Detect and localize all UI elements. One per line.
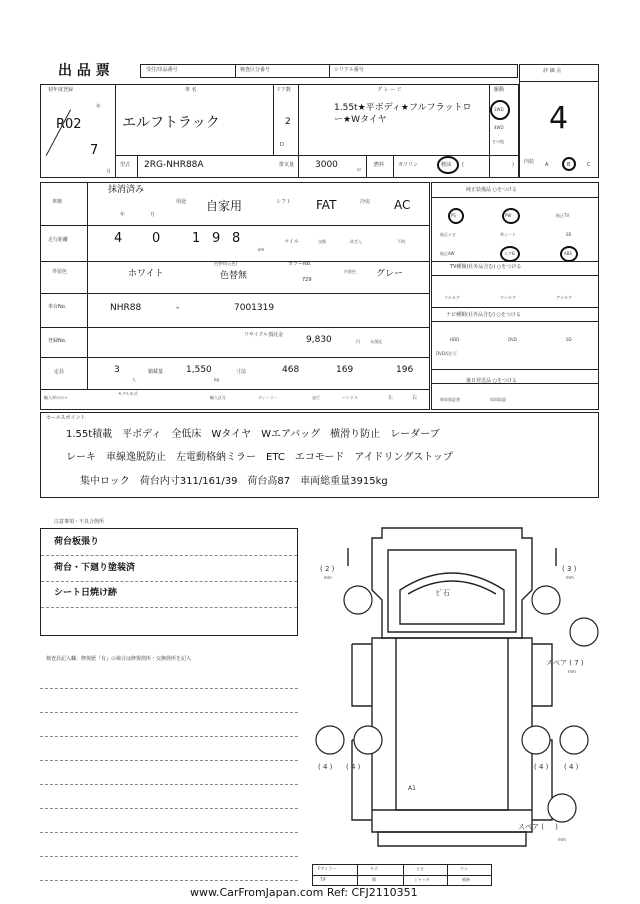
- grade-score-value: 4: [549, 101, 569, 136]
- docs-item: 車両取説: [490, 397, 506, 402]
- note-line: 荷台板張り: [54, 537, 100, 547]
- dims-label: 寸法: [236, 369, 247, 375]
- mileage-digit: 1: [192, 231, 201, 246]
- mileage-digits: [108, 228, 268, 250]
- tire-rear: ( 4 ): [346, 763, 361, 771]
- equip-item: 純正ナビ: [440, 232, 456, 237]
- mileage-digit: 8: [232, 231, 241, 246]
- sales-points-label: セールスポイント: [46, 415, 86, 421]
- tire-rear: ( 4 ): [318, 763, 333, 771]
- load-label: 積載量: [148, 369, 164, 375]
- dvd-label: DVD再生可: [436, 351, 457, 356]
- length-value: 468: [282, 365, 300, 375]
- tv-item: アナログ: [556, 295, 572, 300]
- interior-label: 内装: [524, 159, 535, 165]
- navi-item: SD: [566, 337, 572, 342]
- capacity-label: 定員: [54, 369, 65, 375]
- first-reg-label: 初年度登録: [48, 87, 74, 93]
- import-type-label: 輸入区分: [210, 395, 226, 400]
- meter-opt-3: 不明: [397, 239, 405, 244]
- ac-value: AC: [394, 198, 411, 212]
- navi-item: DVD: [508, 337, 517, 342]
- drive-label: 駆動: [494, 87, 505, 93]
- mileage-digit: 9: [212, 231, 221, 246]
- displacement-label: 排気量: [279, 162, 295, 168]
- tire-rear: ( 4 ): [534, 763, 549, 771]
- recycle-status: 未預託: [370, 339, 382, 344]
- equip-item: ABS: [564, 251, 572, 256]
- sales-point-line: 集中ロック 荷台内寸311/161/39 荷台高87 車両総重量3915kg: [80, 476, 388, 487]
- tire-front-right: ( 3 ): [562, 565, 577, 573]
- chassis-dash: -: [176, 303, 180, 313]
- navi-label: ナビ種類(社外品含む) ○をつける: [446, 312, 521, 318]
- reg-month-unit: 月: [106, 169, 112, 175]
- handle-value: 左: [388, 395, 394, 401]
- import-parallel: 並行: [312, 395, 320, 400]
- mm-unit: mm: [324, 575, 332, 580]
- shift-label: シフト: [276, 199, 292, 205]
- legend-value: ジャッキ: [414, 877, 430, 882]
- a1-mark: A1: [408, 785, 416, 792]
- int-color-label: 内装色: [344, 269, 356, 274]
- mileage-label: 走行距離: [48, 237, 69, 243]
- interior-b: B: [567, 162, 571, 168]
- capacity-value: 3: [114, 365, 120, 375]
- interior-a: A: [545, 162, 549, 168]
- import-dealer: ディーラー: [258, 395, 278, 400]
- fuel-label: 燃料: [374, 162, 385, 168]
- chassis-label: 車台No.: [48, 304, 67, 310]
- equip-item: SR: [566, 232, 572, 237]
- serial-label: シリアル番号: [334, 67, 364, 73]
- model-label: 型式: [120, 162, 131, 168]
- car-name: エルフトラック: [122, 115, 220, 131]
- notes-label: 注意事項・不具合箇所: [54, 519, 105, 525]
- sales-point-line: レーキ 車線逸脱防止 左電動格納ミラー ETC エコモード アイドリングストップ: [66, 452, 453, 463]
- inspector-label: 検査員記入欄：修復歴『有』の場合は修復箇所・交換箇所を記入: [46, 656, 192, 662]
- mileage-unit: km: [258, 247, 265, 252]
- color-change-label: 色替有(元色): [214, 261, 238, 266]
- navi-item: HDD: [450, 337, 460, 342]
- interior-c: C: [587, 162, 591, 168]
- height-value: 196: [396, 365, 414, 375]
- exhibit-no-label: 受付/出品番号: [146, 67, 178, 73]
- model-year-label: モデル年式: [118, 391, 138, 396]
- displacement-value: 3000: [315, 160, 338, 170]
- doors-label: ドア数: [276, 87, 291, 93]
- color-value: ホワイト: [128, 269, 164, 279]
- color-label: 外装色: [52, 269, 68, 275]
- legend-header: キズ: [370, 866, 378, 871]
- ac-label: 冷房: [360, 199, 371, 205]
- chassis-prefix: NHR88: [110, 303, 142, 313]
- tv-label: TV種類(社外品含む) ○をつける: [450, 264, 522, 270]
- equip-item: エアB: [504, 251, 515, 256]
- mileage-digit: 0: [152, 231, 161, 246]
- form-title: 出 品 票: [58, 63, 110, 79]
- reg-year-unit: 年: [96, 104, 102, 110]
- windshield-mark: ﾋﾞ石: [436, 589, 450, 597]
- details-block: [40, 182, 430, 410]
- note-line: 荷台・下廻り塗装済: [54, 563, 136, 573]
- equip-item: 純正TV: [556, 213, 570, 218]
- fuel-gasoline: ガソリン: [398, 162, 419, 168]
- recycle-value: 9,830: [306, 335, 332, 345]
- grade-score-label: 評 価 点: [543, 68, 562, 74]
- tv-item: フルセグ: [444, 295, 460, 300]
- mm-unit: mm: [566, 575, 574, 580]
- equip-item: PS: [451, 213, 456, 218]
- header-id-row: [140, 64, 518, 78]
- legend-header: Fアミラー: [318, 866, 337, 871]
- sales-point-line: 1.55t積載 平ボディ 全低床 Wタイヤ Wエアバッグ 横滑り防止 レーダーブ: [66, 429, 440, 440]
- docs-item: 新車保証書: [440, 397, 460, 402]
- equip-item: 革シート: [500, 232, 516, 237]
- car-name-label: 車 名: [185, 87, 197, 93]
- legend-header: ヒビ: [416, 866, 424, 871]
- color-change-value: 色替無: [220, 271, 248, 281]
- meter-opt-2: 改ざん: [350, 239, 362, 244]
- equipment-label: 純正装備品 ○をつける: [466, 187, 517, 193]
- displacement-unit: cc: [357, 167, 362, 172]
- legend-value: T/F: [320, 877, 327, 882]
- model-value: 2RG-NHR88A: [144, 160, 204, 170]
- meter-label: マイル: [284, 239, 299, 245]
- handle-label: ハンドル: [342, 395, 358, 400]
- tv-item: ワンセグ: [500, 295, 516, 300]
- equip-item: 純正AW: [440, 251, 455, 256]
- reg-era: R02: [56, 117, 82, 132]
- drive-2wd: 2WD: [494, 107, 504, 112]
- reg-no-label: 登録No.: [48, 338, 67, 344]
- mm-unit: mm: [558, 837, 566, 842]
- tire-rear: ( 4 ): [564, 763, 579, 771]
- inspect-no-label: 検査区分番号: [240, 67, 271, 73]
- legend-header: ワレ: [460, 866, 468, 871]
- inspection-label: 車検: [52, 199, 63, 205]
- color-no-value: 729: [302, 277, 312, 283]
- inspection-year: 年: [120, 212, 126, 218]
- note-line: シート日焼け跡: [54, 588, 118, 598]
- chassis-no: 7001319: [234, 303, 275, 313]
- int-color-value: グレー: [376, 269, 404, 279]
- load-value: 1,550: [186, 365, 212, 375]
- docs-label: 後日発送品 ○をつける: [466, 378, 517, 384]
- grade-label: グ レ ー ド: [377, 87, 402, 93]
- usage-label: 用途: [176, 199, 187, 205]
- legend-value: 補修: [462, 877, 470, 882]
- grade-text: 1.55t★平ボディ★フルフラットロー★Wタイヤ: [334, 103, 472, 125]
- inspection-value: 抹消済み: [108, 185, 145, 195]
- fuel-diesel: 軽油: [441, 162, 452, 168]
- spare-1: スペア ( 7 ): [546, 659, 584, 667]
- color-no-label: カラーNo.: [288, 261, 312, 267]
- usage-value: 自家用: [206, 199, 243, 213]
- footer-watermark: www.CarFromJapan.com Ref: CFJ2110351: [186, 886, 422, 899]
- import-label: 輸入車のみ→: [44, 395, 68, 400]
- inspection-month: 月: [150, 212, 156, 218]
- spare-2: スペア ( ): [518, 823, 558, 831]
- recycle-label: リサイクル預託金: [244, 332, 284, 338]
- mileage-digit: 4: [114, 231, 123, 246]
- legend-value: 傷: [372, 877, 376, 882]
- shift-value: FAT: [316, 198, 337, 212]
- mm-unit: mm: [568, 669, 576, 674]
- tire-front-left: ( 2 ): [320, 565, 335, 573]
- recycle-unit: 円: [356, 339, 360, 344]
- doors-value: 2: [285, 117, 291, 127]
- equip-item: PW: [505, 213, 512, 218]
- drive-other: その他: [492, 139, 504, 144]
- reg-month: 7: [90, 143, 99, 158]
- handle-right: 右: [412, 395, 418, 401]
- meter-opt-1: 交換: [318, 239, 326, 244]
- drive-4wd: 4WD: [494, 125, 504, 130]
- width-value: 169: [336, 365, 354, 375]
- load-unit: kg: [214, 377, 219, 382]
- capacity-unit: 人: [132, 377, 136, 382]
